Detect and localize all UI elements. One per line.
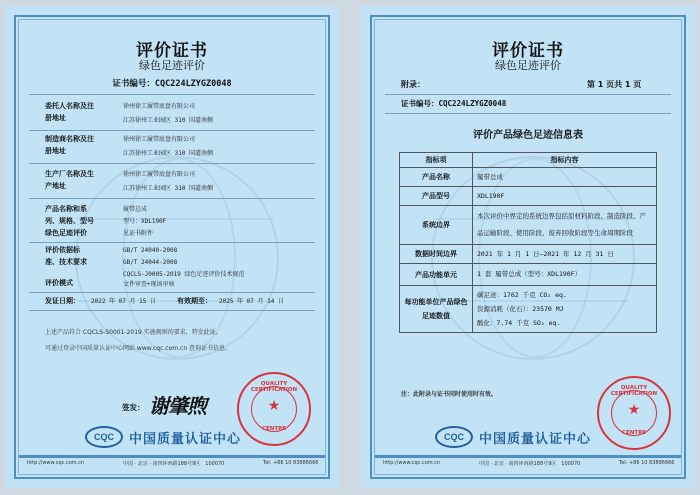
row-value: 1 套 履带总成（型号：XDL190F） — [473, 264, 657, 286]
basis-label-2: 准、技术要求 — [45, 258, 87, 266]
row-key: 产品名称 — [400, 168, 473, 187]
appendix-title: 评价证书 — [492, 41, 564, 61]
row-value: 本次评价中界定的系统边界包括原材料阶段、制造阶段、产品运输阶段、使用阶段、废弃回收阶段等生命周期阶段 — [473, 206, 657, 245]
appendix-certificate-number: 证书编号：CQC224LZYGZ0048 — [401, 99, 507, 108]
organization-name: 中国质量认证中心 — [129, 432, 242, 447]
appendix-page — [361, 6, 695, 488]
row-key: 产品型号 — [400, 187, 473, 206]
official-seal — [237, 372, 311, 446]
footer-phone: Tel: +86 10 83886666 — [619, 460, 675, 466]
row-value — [473, 286, 657, 333]
factory-address: 江苏徐州工业园区 310 国道南侧 — [123, 185, 214, 192]
product-model: 型号：XDL190F — [123, 218, 167, 225]
footer-url: http://www.cqc.com.cn — [383, 460, 441, 466]
row-value: 2021 年 1 月 1 日—2021 年 12 月 31 日 — [473, 245, 657, 264]
seal-bottom-text: CENTRE — [261, 426, 287, 432]
appendix-label: 附录： — [401, 80, 425, 89]
product-label-3: 绿色足迹评价 — [45, 229, 87, 237]
product-label: 产品名称和系 — [45, 205, 87, 213]
product-label-2: 列、规格、型号 — [45, 217, 94, 225]
factory-label: 生产厂名称及生 — [45, 170, 94, 178]
table-header-row — [400, 153, 657, 168]
seal-top-text: QUALITY CERTIFICATION — [250, 381, 298, 393]
table-row — [400, 286, 657, 333]
standard-2: GB/T 24044-2008 — [123, 259, 178, 266]
seal-top-text: QUALITY CERTIFICATION — [610, 385, 658, 397]
page-info: 第 1 页共 1 页 — [587, 80, 642, 89]
issue-date-label: 发证日期： — [45, 297, 80, 305]
seal-bottom-text: CENTRE — [621, 430, 647, 436]
product-attachment: 见证书附件 — [123, 230, 154, 237]
footer-address: 中国 · 北京 · 南四环西路188号9区 100070 — [123, 461, 225, 467]
issuer-signature: 谢肇煦 — [149, 394, 206, 418]
product-name: 履带总成 — [123, 206, 148, 213]
certificate-subtitle: 绿色足迹评价 — [139, 59, 205, 72]
query-note: 可通过登录中国质量认证中心网站 www.cqc.com.cn 查询证书信息。 — [45, 345, 232, 352]
table-row — [400, 187, 657, 206]
standard-1: GB/T 24040-2008 — [123, 247, 178, 254]
issue-date: 2022 年 07 月 15 日 — [91, 298, 156, 305]
mode-value: 文件审查+现场审核 — [123, 281, 175, 288]
acidification: 酸化：7.74 千克 SO₂ eq. — [477, 319, 561, 327]
appendix-subtitle: 绿色足迹评价 — [495, 59, 561, 72]
certificate-number: 证书编号：CQC224LZYGZ0048 — [112, 79, 232, 89]
manufacturer-name: 徐州徐工履带底盘有限公司 — [123, 136, 196, 143]
row-key: 每功能单位产品绿色足迹数值 — [400, 286, 473, 333]
table-row — [400, 168, 657, 187]
official-seal — [597, 376, 671, 450]
client-name: 徐州徐工履带底盘有限公司 — [123, 103, 196, 110]
table-title: 评价产品绿色足迹信息表 — [473, 130, 583, 141]
factory-label-2: 产地址 — [45, 182, 66, 190]
valid-until-date: 2025 年 07 月 14 日 — [219, 298, 284, 305]
info-table — [399, 152, 657, 333]
client-label: 委托人名称及注 — [45, 102, 94, 110]
client-label-2: 册地址 — [45, 114, 66, 122]
row-key: 数据时间边界 — [400, 245, 473, 264]
header-item: 指标项 — [400, 153, 473, 168]
organization-name: 中国质量认证中心 — [479, 432, 592, 447]
table-row — [400, 206, 657, 245]
manufacturer-label: 制造商名称及注 — [45, 135, 94, 143]
basis-label: 评价依据标 — [45, 246, 80, 254]
seal-star-icon: ★ — [267, 398, 281, 414]
footer-address: 中国 · 北京 · 南四环西路188号9区 100070 — [479, 461, 581, 467]
standard-3: CQCLS-J0005-2019 绿色足迹评价技术规范 — [123, 271, 245, 278]
certificate-page — [5, 6, 339, 488]
header-content: 指标内容 — [473, 153, 657, 168]
seal-star-icon: ★ — [627, 402, 641, 418]
cqc-logo: CQC — [85, 426, 123, 448]
issuer-label: 签发： — [122, 403, 145, 412]
valid-until-label: 有效期至： — [177, 297, 212, 305]
client-address: 江苏徐州工业园区 310 国道南侧 — [123, 117, 214, 124]
table-row — [400, 264, 657, 286]
carbon-footprint: 碳足迹：1762 千克 CO₂ eq. — [477, 291, 567, 299]
compliance-note: 上述产品符合 CQCLS-S0001-2019 实施规则的要求，特发此证。 — [45, 329, 222, 336]
factory-name: 徐州徐工履带底盘有限公司 — [123, 171, 196, 178]
footer-phone: Tel: +86 10 83886666 — [263, 460, 319, 466]
manufacturer-address: 江苏徐州工业园区 310 国道南侧 — [123, 150, 214, 157]
cqc-logo: CQC — [435, 426, 473, 448]
manufacturer-label-2: 册地址 — [45, 147, 66, 155]
resource-consumption: 资源消耗（化石）：23570 MJ — [477, 305, 564, 313]
appendix-note: 注：此附录与证书同时使用时有效。 — [401, 391, 498, 398]
certificate-title: 评价证书 — [136, 41, 208, 61]
footer-url: http://www.cqc.com.cn — [27, 460, 85, 466]
row-key: 产品功能单元 — [400, 264, 473, 286]
row-value: XDL190F — [473, 187, 657, 206]
row-value: 履带总成 — [473, 168, 657, 187]
row-key: 系统边界 — [400, 206, 473, 245]
table-row — [400, 245, 657, 264]
mode-label: 评价模式 — [45, 279, 73, 287]
